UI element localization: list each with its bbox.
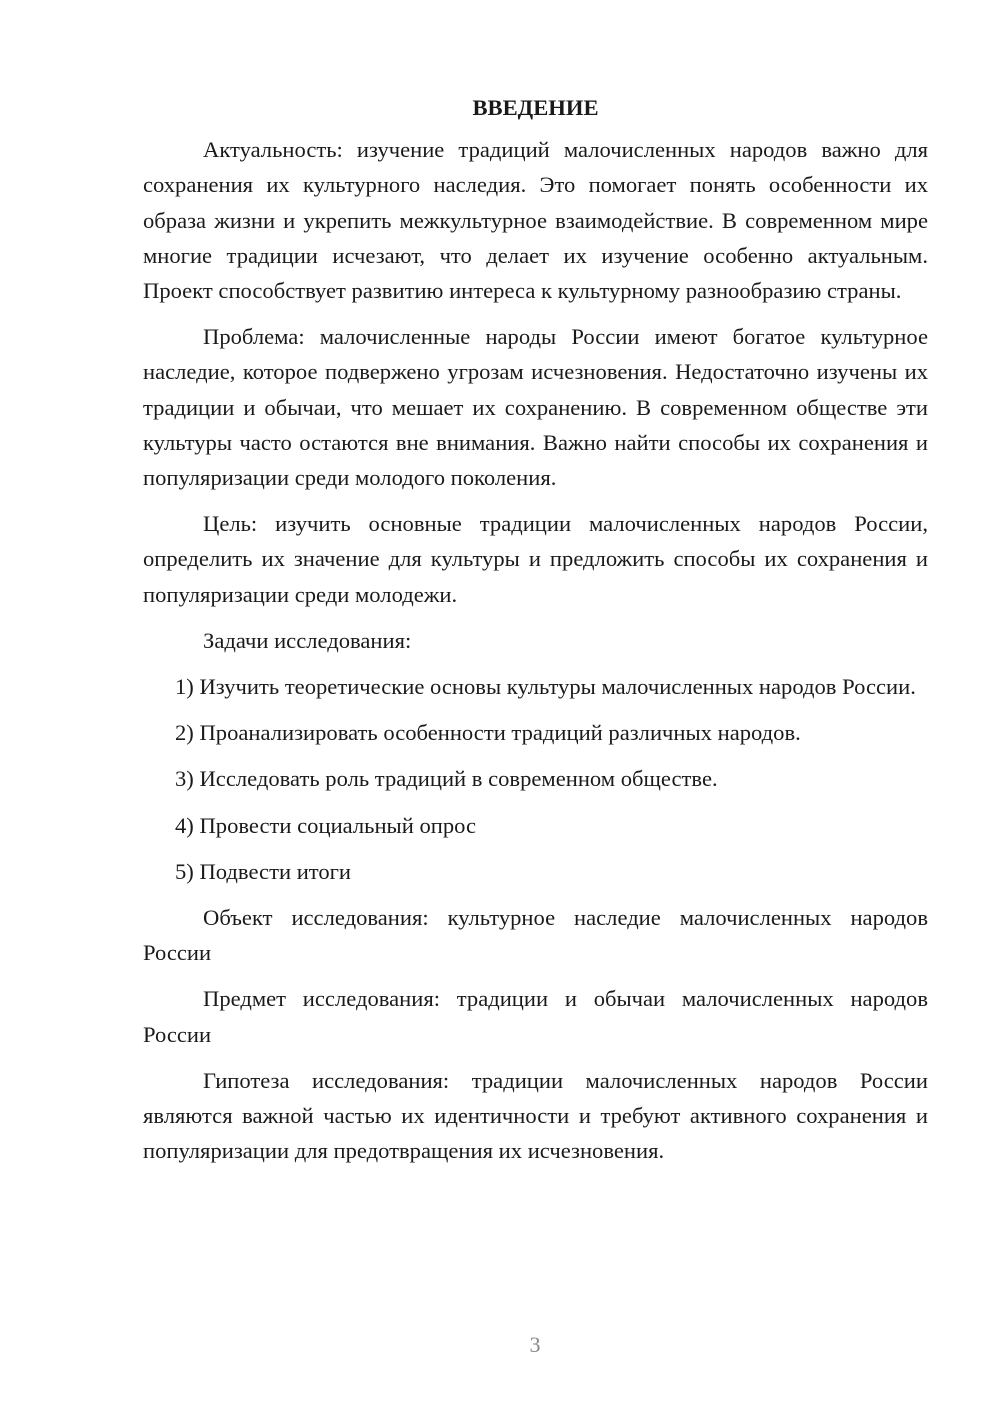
tasks-title: Задачи исследования: (203, 627, 412, 653)
section-heading: ВВЕДЕНИЕ (472, 95, 599, 120)
hypothesis-paragraph: Гипотеза исследования: традиции малочисленных народов России являются важной частью их идентичности и требуют активного сохранения и популяризации для предотвращения их исчезновения. (143, 1067, 928, 1164)
task-item-4: 4) Провести социальный опрос (175, 812, 477, 838)
task-item-3: 3) Исследовать роль традиций в современном обществе. (175, 766, 718, 792)
task-item-1: 1) Изучить теоретические основы культуры малочисленных народов России. (175, 674, 916, 700)
subject-paragraph: Предмет исследования: традиции и обычаи малочисленных народов России (143, 986, 928, 1047)
task-item-5: 5) Подвести итоги (175, 858, 352, 884)
page-number: 3 (529, 1332, 541, 1357)
problem-paragraph: Проблема: малочисленные народы России имеют богатое культурное наследие, которое подвержено угрозам исчезновения. Недостаточно изучены их традиции и обычаи, что мешает их сохранению. В современном обществе эти культуры часто остаются вне внимания. Важно найти способы их сохранения и популяризации среди молодого поколения. (143, 324, 928, 491)
goal-paragraph: Цель: изучить основные традиции малочисленных народов России, определить их значение для культуры и предложить способы их сохранения и популяризации среди молодежи. (143, 511, 928, 607)
document-page (143, 90, 928, 1179)
task-item-2: 2) Проанализировать особенности традиций различных народов. (175, 720, 801, 746)
object-paragraph: Объект исследования: культурное наследие малочисленных народов России (143, 905, 928, 966)
relevance-paragraph: Актуальность: изучение традиций малочисленных народов важно для сохранения их культурного наследия. Это помогает понять особенности их образа жизни и укрепить межкультурное взаимодействие. В современном мире многие традиции исчезают, что делает их изучение особенно актуальным. Проект способствует развитию интереса к культурному разнообразию страны. (143, 137, 928, 304)
